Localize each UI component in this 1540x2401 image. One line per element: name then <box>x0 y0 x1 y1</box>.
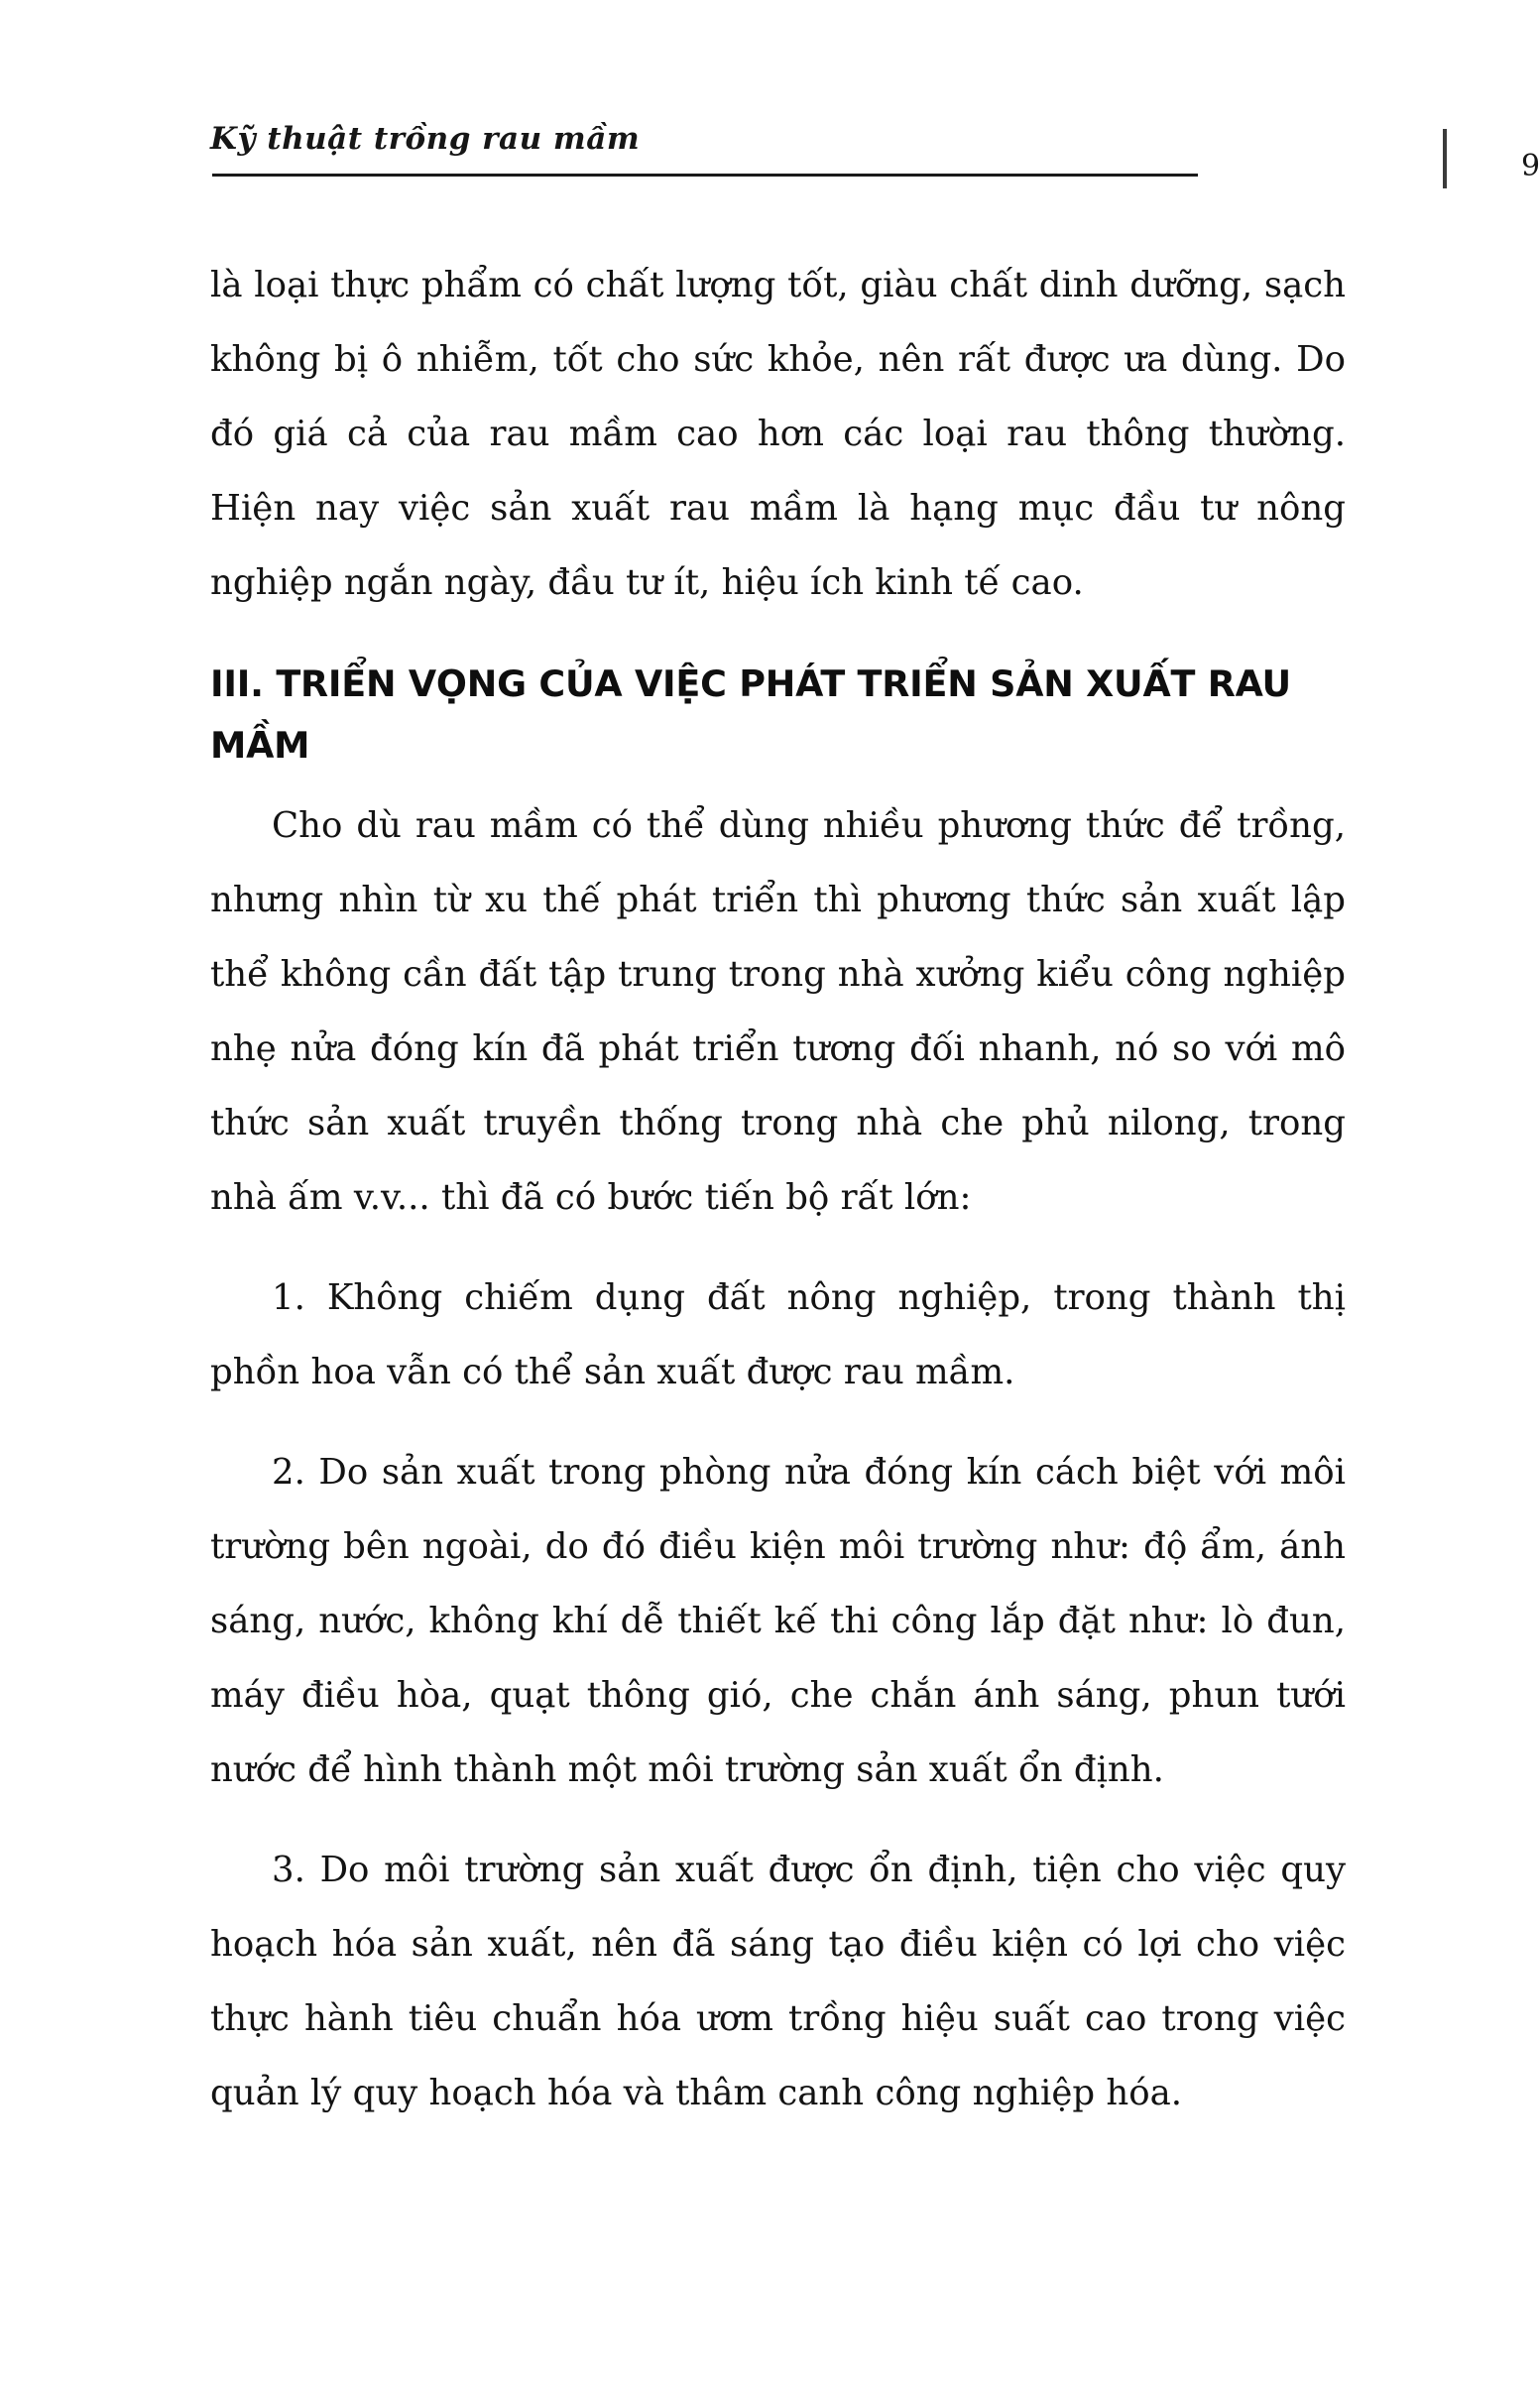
header-rule <box>212 174 1198 177</box>
running-head-title: Kỹ thuật trồng rau mầm <box>210 121 641 157</box>
paragraph-item-1: 1. Không chiếm dụng đất nông nghiệp, trong thành thị phồn hoa vẫn có thể sản xuất được rau mầm. <box>210 1277 1346 1392</box>
paragraph-item-2: 2. Do sản xuất trong phòng nửa đóng kín cách biệt với môi trường bên ngoài, do đó điều kiện môi trường như: độ ẩm, ánh sáng, nước, không khí dễ thiết kế thi công lắp đặt như: lò đun, máy điều hòa, quạt thông gió, che chắn ánh sáng, phun tưới nước để hình thành một môi trường sản xuất ổn định. <box>210 1452 1346 1790</box>
paragraph-intro-continued: là loại thực phẩm có chất lượng tốt, giàu chất dinh dưỡng, sạch không bị ô nhiễm, tốt cho sức khỏe, nên rất được ưa dùng. Do đó giá cả của rau mầm cao hơn các loại rau thông thường. Hiện nay việc sản xuất rau mầm là hạng mục đầu tư nông nghiệp ngắn ngày, đầu tư ít, hiệu ích kinh tế cao. <box>210 265 1346 603</box>
section-heading: III. TRIỂN VỌNG CỦA VIỆC PHÁT TRIỂN SẢN XUẤT RAU MẦM <box>210 662 1291 767</box>
page-header <box>210 121 1540 190</box>
page-body <box>210 248 1346 2130</box>
page-number: 9 <box>1521 149 1540 183</box>
paragraph-item-3: 3. Do môi trường sản xuất được ổn định, tiện cho việc quy hoạch hóa sản xuất, nên đã sáng tạo điều kiện có lợi cho việc thực hành tiêu chuẩn hóa ươm trồng hiệu suất cao trong việc quản lý quy hoạch hóa và thâm canh công nghiệp hóa. <box>210 1850 1346 2113</box>
header-vertical-divider <box>1443 129 1447 188</box>
paragraph-prospect-lead: Cho dù rau mầm có thể dùng nhiều phương thức để trồng, nhưng nhìn từ xu thế phát triển thì phương thức sản xuất lập thể không cần đất tập trung trong nhà xưởng kiểu công nghiệp nhẹ nửa đóng kín đã phát triển tương đối nhanh, nó so với mô thức sản xuất truyền thống trong nhà che phủ nilong, trong nhà ấm v.v... thì đã có bước tiến bộ rất lớn: <box>210 805 1346 1218</box>
